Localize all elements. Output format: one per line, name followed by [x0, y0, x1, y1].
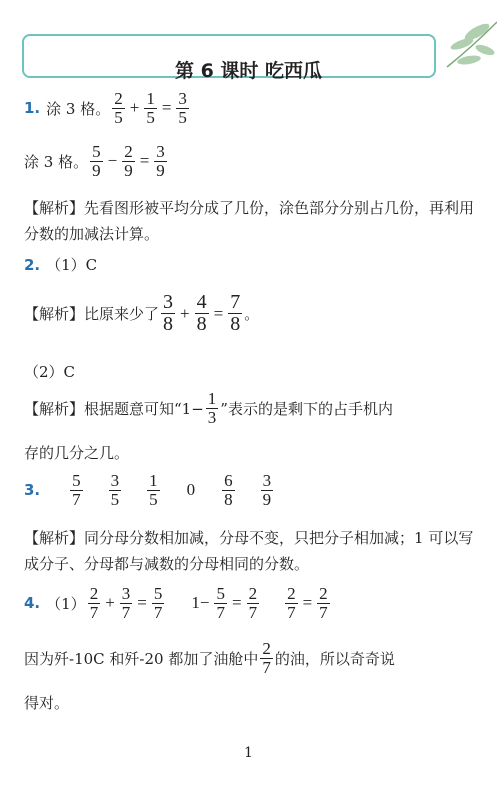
denominator: 7 [319, 602, 328, 622]
fraction [317, 585, 330, 622]
question-number: 4. [24, 594, 41, 613]
q2-analysis1-prefix: 【解析】比原来少了 [24, 305, 160, 323]
operator: + [105, 593, 115, 613]
leaf-decoration-icon [407, 12, 497, 72]
numerator: 2 [319, 584, 328, 603]
denominator: 7 [248, 602, 258, 622]
q2-analysis2-suffix: ”表示的是剩下的占手机内 [220, 399, 393, 418]
numerator: 4 [196, 291, 207, 313]
fraction [261, 472, 274, 509]
operator: − [107, 151, 118, 171]
denominator: 5 [178, 107, 187, 127]
q1-line2-prefix: 涂 3 格。 [24, 152, 89, 171]
fraction [109, 472, 122, 509]
numerator: 2 [287, 584, 296, 603]
fraction [195, 292, 209, 335]
denominator: 5 [146, 107, 155, 127]
numerator: 1 [149, 471, 158, 490]
numerator: 5 [216, 584, 225, 603]
fraction [247, 585, 260, 622]
denominator: 7 [89, 602, 99, 622]
fraction [228, 292, 242, 335]
q4-equations [24, 585, 332, 622]
q1-line1-prefix: 涂 3 格。 [46, 99, 111, 118]
q4-part-label: （1） [46, 594, 86, 613]
q4-text-prefix: 因为歼-10C 和歼-20 都加了油舱中 [24, 649, 259, 668]
denominator: 8 [230, 313, 241, 335]
numerator: 3 [156, 142, 165, 161]
q1-line2 [24, 143, 169, 180]
numerator: 2 [262, 639, 271, 658]
numerator: 3 [163, 291, 174, 313]
numerator: 3 [178, 89, 187, 108]
q1-line1 [24, 90, 191, 127]
q2-part2-answer: （2）C [24, 363, 76, 381]
denominator: 5 [114, 107, 123, 127]
fraction [90, 143, 103, 180]
q2-part2 [24, 361, 75, 382]
denominator: 3 [207, 407, 217, 427]
denominator: 8 [163, 313, 174, 335]
numerator: 2 [89, 584, 99, 603]
q4-explanation [24, 640, 395, 677]
numerator: 5 [72, 471, 81, 490]
equals: = [231, 593, 242, 613]
fraction [147, 472, 160, 509]
question-number: 1. [24, 99, 41, 118]
q2-analysis2-prefix: 【解析】根据题意可知“1− [24, 399, 204, 418]
equals: = [139, 151, 150, 171]
numerator: 3 [262, 471, 272, 490]
denominator: 7 [262, 657, 271, 677]
equals: = [161, 98, 172, 118]
equals: = [302, 593, 313, 613]
fraction [154, 143, 167, 180]
numerator: 2 [248, 584, 258, 603]
answer-zero: 0 [186, 480, 196, 500]
denominator: 7 [216, 602, 225, 622]
fraction [112, 90, 125, 127]
page-number: 1 [244, 745, 253, 761]
denominator: 7 [287, 602, 296, 622]
denominator: 9 [156, 160, 165, 180]
q2-part1-answer: （1）C [46, 256, 98, 274]
denominator: 7 [153, 602, 163, 622]
q3-analysis: 【解析】同分母分数相加减，分母不变，只把分子相加减；1 可以写成分子、分母都与减数的分母相同的分数。 [24, 529, 474, 573]
denominator: 8 [224, 489, 233, 509]
equals: = [213, 303, 224, 323]
q3-answers [24, 472, 275, 509]
fraction [161, 292, 175, 335]
numerator: 1 [146, 89, 155, 108]
fraction [206, 390, 219, 427]
q1-analysis: 【解析】先看图形被平均分成了几份，涂色部分分别占几份，再利用分数的加减法计算。 [24, 199, 475, 243]
lesson-name: 吃西瓜 [265, 60, 323, 82]
q4-explanation-line2: 得对。 [24, 694, 70, 712]
fraction [88, 585, 101, 622]
fraction [122, 143, 135, 180]
numerator: 7 [230, 291, 241, 313]
fraction [70, 472, 83, 509]
numerator: 3 [121, 584, 131, 603]
question-number: 3. [24, 481, 41, 500]
q2-analysis1-suffix: 。 [244, 305, 260, 323]
operator: 1− [191, 593, 210, 613]
denominator: 9 [92, 160, 101, 180]
fraction [260, 640, 273, 677]
lesson-label: 第 6 课时 [174, 60, 259, 82]
denominator: 7 [121, 602, 131, 622]
numerator: 2 [124, 142, 133, 161]
denominator: 9 [124, 160, 133, 180]
numerator: 6 [224, 471, 233, 490]
numerator: 5 [92, 142, 101, 161]
fraction [120, 585, 133, 622]
denominator: 5 [149, 489, 158, 509]
question-number: 2. [24, 255, 41, 274]
q2-analysis2 [24, 390, 393, 427]
q2-part1 [24, 254, 97, 275]
fraction [285, 585, 298, 622]
fraction [222, 472, 235, 509]
numerator: 5 [153, 584, 163, 603]
equals: = [137, 593, 147, 613]
numerator: 1 [207, 389, 217, 408]
fraction [176, 90, 189, 127]
numerator: 2 [114, 89, 123, 108]
fraction [152, 585, 165, 622]
q4-text-suffix: 的油，所以奇奇说 [274, 649, 395, 668]
fraction [214, 585, 227, 622]
denominator: 7 [72, 489, 81, 509]
q2-analysis1 [24, 292, 259, 335]
q2-analysis2-line2: 存的几分之几。 [24, 444, 130, 462]
fraction [144, 90, 157, 127]
numerator: 3 [110, 471, 120, 490]
operator: + [180, 303, 190, 323]
denominator: 9 [262, 489, 272, 509]
denominator: 8 [196, 313, 207, 335]
operator: + [129, 98, 140, 118]
denominator: 5 [110, 489, 120, 509]
